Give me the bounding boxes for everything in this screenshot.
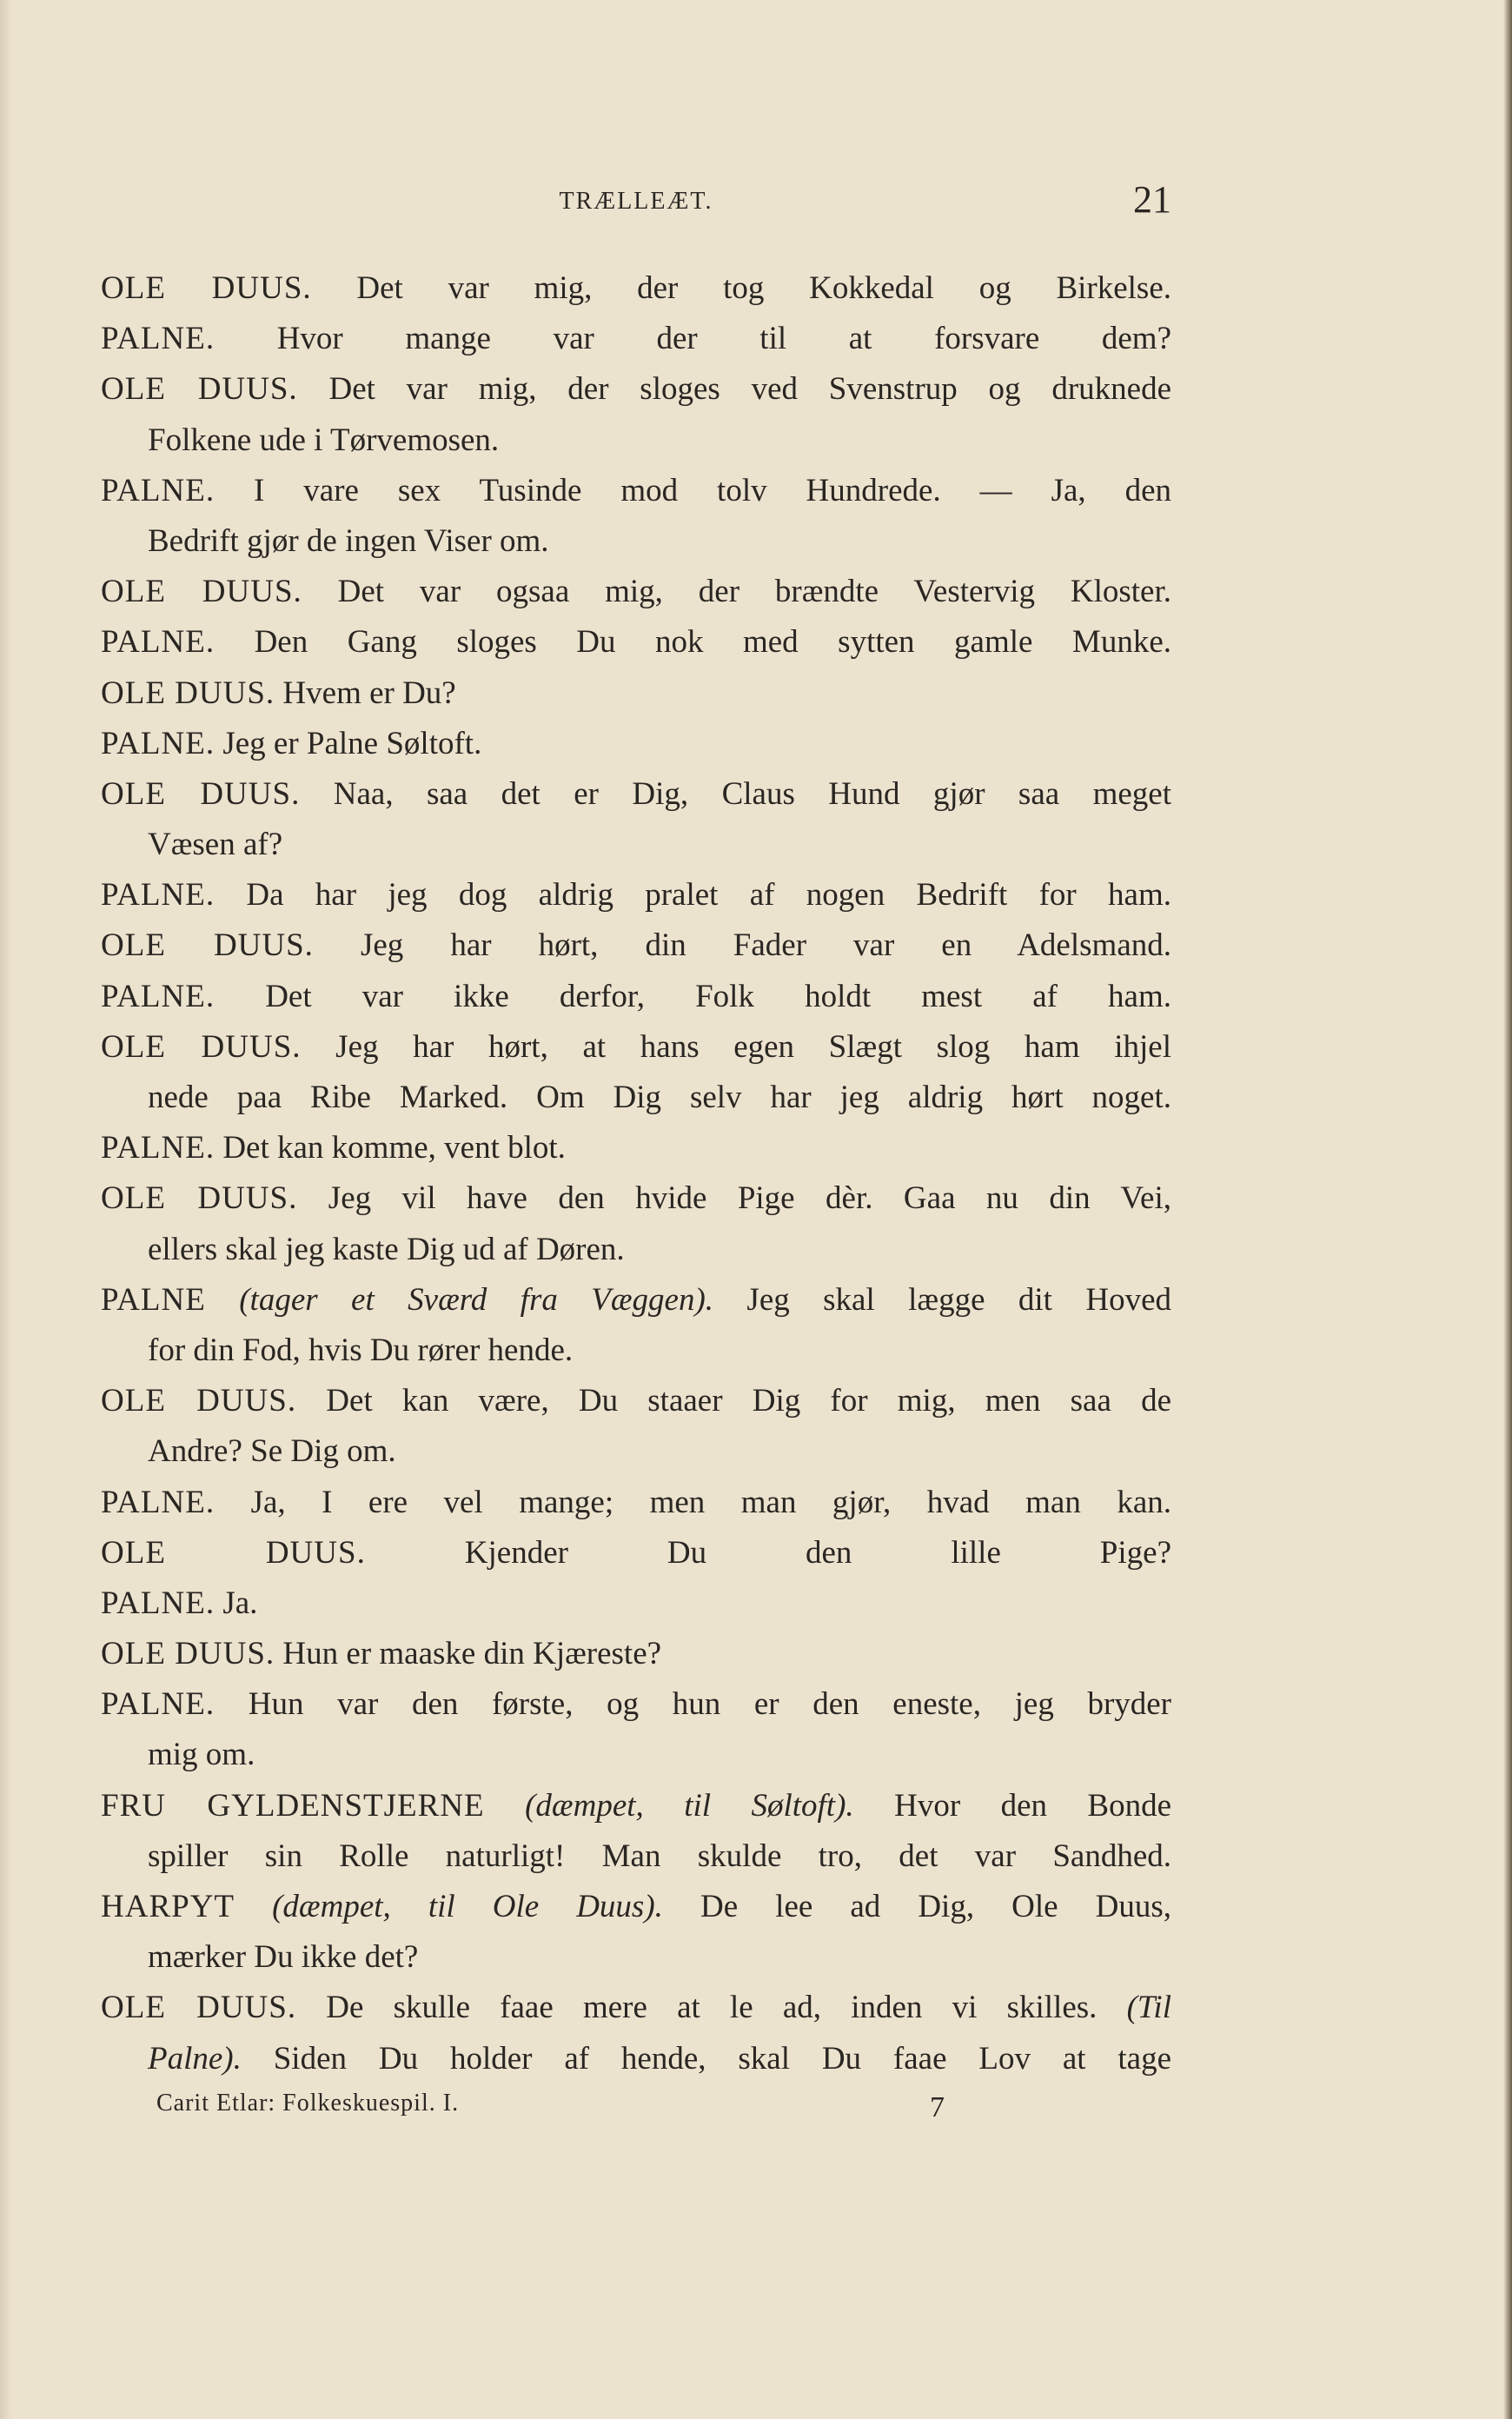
speech-text: I vare sex Tusinde mod tolv Hundrede. — Ja, den [254,472,1172,508]
text-line [101,1528,1171,1578]
speech-text: Hun er maaske din Kjæreste? [282,1636,662,1672]
speech-text: Hvor den Bonde [894,1787,1172,1824]
page-edge-right [1503,0,1512,2419]
speech-text: Jeg vil have den hvide Pige dèr. Gaa nu din Vei, [328,1180,1171,1217]
speaker-name: PALNE. [101,725,216,761]
text-line [101,1578,1171,1629]
speech-text: Ja. [222,1585,258,1621]
page-footer [156,2090,956,2128]
speech-text: Jeg har hørt, din Fader var en Adelsmand. [360,927,1171,964]
text-line [101,920,1171,971]
speech-text: Andre? Se Dig om. [148,1433,396,1470]
stage-direction: (tager et Sværd fra Væggen). [239,1281,714,1318]
speaker-name: PALNE. [101,1686,216,1723]
text-line [101,1022,1171,1073]
speaker-name: PALNE. [101,472,216,508]
text-line [101,1326,1171,1376]
text-line [101,1882,1171,1932]
speaker-name: PALNE. [101,624,216,661]
speech-text: for din Fod, hvis Du rører hende. [148,1332,574,1368]
speech-text: Da har jeg dog aldrig pralet af nogen Bedrift for ham. [246,877,1171,914]
speaker-name: OLE DUUS. [101,675,275,711]
stage-direction: (Til [1126,1990,1171,2026]
text-line [101,617,1171,668]
text-line [101,466,1171,516]
speaker-name: OLE DUUS. [101,270,312,306]
speech-text: ellers skal jeg kaste Dig ud af Døren. [148,1231,625,1267]
speech-text: Det var mig, der sloges ved Svenstrup og druknede [328,371,1171,408]
text-line [101,314,1171,364]
text-line [101,870,1171,920]
speaker-name: FRU GYLDENSTJERNE [101,1787,485,1824]
speech-text: Jeg skal lægge dit Hoved [746,1281,1172,1318]
text-line [101,719,1171,769]
text-line [101,1781,1171,1831]
speaker-name: HARPYT [101,1889,235,1924]
speaker-name: PALNE. [101,321,216,357]
speaker-name: PALNE. [101,1484,216,1520]
speech-text: Naa, saa det er Dig, Claus Hund gjør saa meget [333,775,1171,812]
text-line [101,263,1171,314]
speech-text: Det kan være, Du staaer Dig for mig, men saa de [326,1383,1171,1419]
stage-direction: (dæmpet, til Ole Duus). [272,1889,663,1924]
speech-text: mig om. [148,1737,255,1773]
speech-text: Det var ogsaa mig, der brændte Vestervig Kloster. [337,574,1172,610]
speech-text: spiller sin Rolle naturligt! Man skulde tro, det var Sandhed. [148,1838,1171,1874]
text-line [101,516,1171,567]
signature-mark: 7 [930,2091,945,2123]
text-line [101,1073,1171,1123]
text-line [101,820,1171,870]
speaker-name: PALNE. [101,1130,216,1166]
running-title: TRÆLLEÆT. [559,188,713,215]
speech-text: Jeg har hørt, at hans egen Slægt slog ham ihjel [335,1028,1172,1065]
speaker-name: OLE DUUS. [101,1383,297,1419]
text-line [101,1730,1171,1780]
text-line [101,1173,1171,1224]
speaker-name: OLE DUUS. [101,927,314,964]
text-line [101,1275,1171,1326]
speech-text: Hvor mange var der til at forsvare dem? [276,321,1172,357]
text-line [101,1629,1171,1679]
text-line [101,1426,1171,1477]
page-edge-left [0,0,12,2419]
speech-text: Hvem er Du? [282,675,456,711]
speaker-name: PALNE. [101,1585,216,1621]
speech-text: Jeg er Palne Søltoft. [222,725,482,761]
footer-source: Carit Etlar: Folkeskuespil. I. [156,2090,460,2117]
text-line [101,972,1171,1022]
page-header [101,178,1171,228]
speaker-name: PALNE [101,1281,206,1318]
speech-text: Det kan komme, vent blot. [222,1130,566,1166]
speaker-name: OLE DUUS. [101,574,302,610]
speaker-name: OLE DUUS. [101,1636,275,1672]
speaker-name: OLE DUUS. [101,1990,297,2026]
speech-text: De lee ad Dig, Ole Duus, [700,1889,1172,1924]
text-line [101,364,1171,415]
text-line [101,1679,1171,1730]
speech-text: Bedrift gjør de ingen Viser om. [148,522,549,559]
speech-text: Væsen af? [148,827,283,863]
text-line [101,668,1171,719]
page-number: 21 [1133,178,1171,221]
text-line [101,1983,1171,2033]
stage-direction: Palne). [148,2040,242,2077]
speech-text: Det var mig, der tog Kokkedal og Birkelse. [356,270,1171,306]
speech-text: Siden Du holder af hende, skal Du faae Lov at tage [273,2040,1171,2077]
text-line [101,567,1171,617]
text-line [101,1932,1171,1983]
speaker-name: OLE DUUS. [101,1180,298,1217]
speech-text: Folkene ude i Tørvemosen. [148,422,500,458]
speaker-name: PALNE. [101,877,216,914]
speech-text: nede paa Ribe Marked. Om Dig selv har jeg aldrig hørt noget. [148,1080,1171,1115]
dialogue-text [101,263,1171,2084]
speaker-name: OLE DUUS. [101,1534,366,1571]
stage-direction: (dæmpet, til Søltoft). [525,1787,854,1824]
speech-text: Den Gang sloges Du nok med sytten gamle Munke. [254,624,1171,661]
speaker-name: OLE DUUS. [101,775,301,812]
speech-text: Det var ikke derfor, Folk holdt mest af ham. [265,978,1171,1014]
text-line [101,1478,1171,1528]
speaker-name: OLE DUUS. [101,371,298,408]
speaker-name: PALNE. [101,978,216,1014]
speech-text: Hun var den første, og hun er den eneste, jeg bryder [248,1686,1172,1723]
text-line [101,1831,1171,1882]
speech-text: De skulle faae mere at le ad, inden vi skilles. [326,1990,1098,2026]
text-line [101,1225,1171,1275]
speech-text: Kjender Du den lille Pige? [464,1534,1171,1571]
speech-text: Ja, I ere vel mange; men man gjør, hvad man kan. [250,1484,1171,1520]
text-line [101,415,1171,466]
speaker-name: OLE DUUS. [101,1028,302,1065]
speech-text: mærker Du ikke det? [148,1939,419,1976]
text-line [101,769,1171,820]
text-line [101,2034,1171,2084]
text-line [101,1123,1171,1173]
text-line [101,1376,1171,1426]
